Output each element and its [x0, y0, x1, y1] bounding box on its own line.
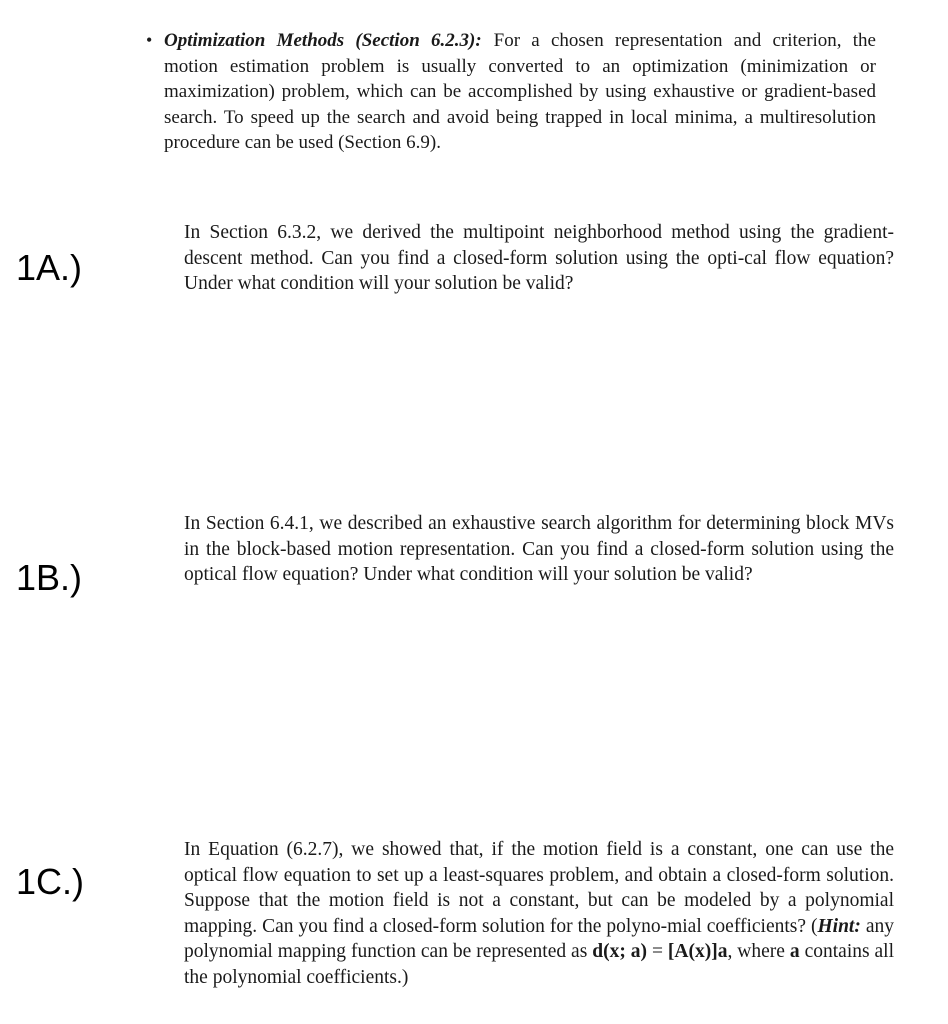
- question-1c-text-part1: In Equation (6.2.7), we showed that, if the motion field is a constant, one can use the optical flow equation to set up a least-squares problem, and obtain a closed-form solution. Suppose that the motion field is not a constant, but can be modeled by a polynomial mapping. Can you find a closed-form solution for the polyno-mial coefficients? (: [184, 839, 894, 937]
- question-1b: In Section 6.4.1, we described an exhaustive search algorithm for determining block MVs in the block-based motion representation. Can you find a closed-form solution using the optical flow equation? Under what condition will your solution be valid?: [184, 513, 894, 585]
- question-1c: [184, 837, 894, 990]
- question-1a: In Section 6.3.2, we derived the multipoint neighborhood method using the gradient-descent method. Can you find a closed-form solution using the opti-cal flow equation? Under what condition will your solution be valid?: [184, 222, 894, 294]
- bullet: •: [146, 30, 153, 50]
- question-label-1a: 1A.): [16, 247, 83, 288]
- question-label-1c: 1C.): [16, 861, 85, 902]
- formula-rhs: [A(x)]a: [667, 941, 728, 962]
- hint-label: Hint:: [817, 915, 861, 937]
- question-label-1b: 1B.): [16, 557, 83, 598]
- formula-lhs: d(x; a): [592, 941, 648, 962]
- intro-paragraph: [146, 28, 876, 156]
- intro-text: For a chosen representation and criterion, the motion estimation problem is usually converted to an optimization (minimization or maximization) problem, which can be accomplished by using exhaustive or gradient-based search. To speed up the search and avoid being trapped in local minima, a multiresolution procedure can be used (Section 6.9).: [164, 30, 876, 153]
- intro-heading: Optimization Methods (Section 6.2.3):: [164, 30, 482, 51]
- question-1c-text-part2: any polynomial mapping function can be represented as: [184, 915, 894, 962]
- question-1c-text-part3: , where: [727, 941, 790, 962]
- variable-a: a: [789, 941, 800, 962]
- question-1c-text-part4: contains all the polynomial coefficients.): [184, 941, 895, 988]
- formula-equals: =: [647, 941, 668, 962]
- intro-body: [164, 28, 876, 156]
